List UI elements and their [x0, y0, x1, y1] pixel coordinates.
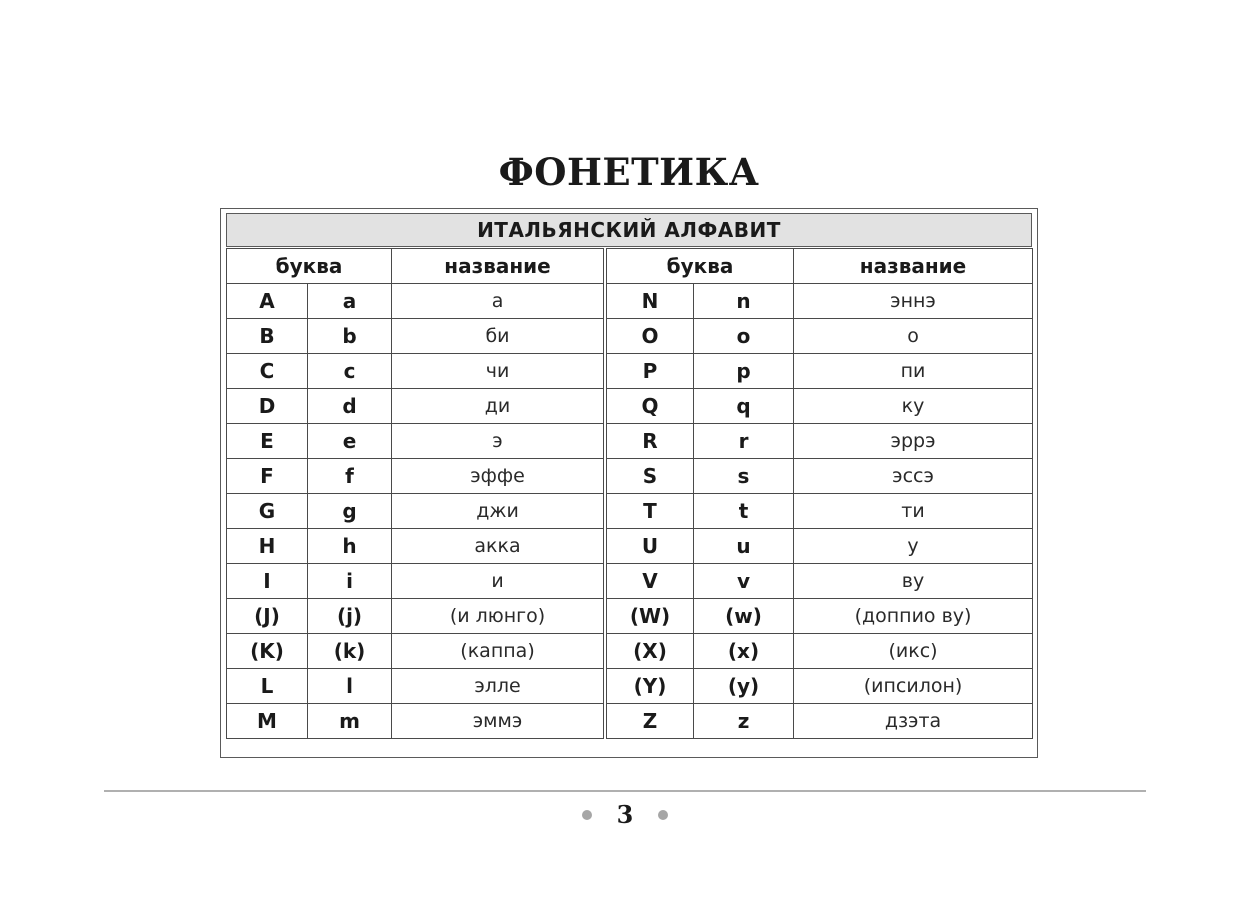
lowercase-letter-cell: d [308, 389, 392, 424]
letter-name-cell: ди [392, 389, 604, 424]
table-row [607, 599, 1033, 634]
lowercase-letter-cell: s [694, 459, 794, 494]
lowercase-letter-cell: (x) [694, 634, 794, 669]
letter-name-cell: ти [794, 494, 1033, 529]
letter-name-cell: пи [794, 354, 1033, 389]
uppercase-letter-cell: A [227, 284, 308, 319]
uppercase-letter-cell: M [227, 704, 308, 739]
uppercase-letter-cell: T [607, 494, 694, 529]
uppercase-letter-cell: N [607, 284, 694, 319]
letter-name-cell: э [392, 424, 604, 459]
letter-name-cell: дзэта [794, 704, 1033, 739]
alphabet-table-caption: ИТАЛЬЯНСКИЙ АЛФАВИТ [226, 213, 1032, 247]
letter-name-cell: эррэ [794, 424, 1033, 459]
uppercase-letter-cell: V [607, 564, 694, 599]
table-row [607, 319, 1033, 354]
lowercase-letter-cell: (y) [694, 669, 794, 704]
uppercase-letter-cell: C [227, 354, 308, 389]
lowercase-letter-cell: f [308, 459, 392, 494]
uppercase-letter-cell: (W) [607, 599, 694, 634]
table-row [227, 704, 604, 739]
letter-name-cell: акка [392, 529, 604, 564]
letter-name-cell: (икс) [794, 634, 1033, 669]
uppercase-letter-cell: D [227, 389, 308, 424]
alphabet-table-right [606, 248, 1033, 739]
letter-name-cell: джи [392, 494, 604, 529]
page-title: ФОНЕТИКА [498, 150, 760, 194]
table-row [227, 319, 604, 354]
uppercase-letter-cell: I [227, 564, 308, 599]
letter-name-cell: чи [392, 354, 604, 389]
table-row [607, 389, 1033, 424]
footer-dot-left [582, 810, 592, 820]
table-row [607, 459, 1033, 494]
page-number: 3 [616, 800, 634, 829]
alphabet-table-left [226, 248, 604, 739]
uppercase-letter-cell: S [607, 459, 694, 494]
table-row [227, 459, 604, 494]
letter-name-cell: у [794, 529, 1033, 564]
lowercase-letter-cell: l [308, 669, 392, 704]
letter-name-cell: эффе [392, 459, 604, 494]
letter-name-cell: и [392, 564, 604, 599]
uppercase-letter-cell: H [227, 529, 308, 564]
uppercase-letter-cell: Q [607, 389, 694, 424]
uppercase-letter-cell: L [227, 669, 308, 704]
table-row [607, 704, 1033, 739]
uppercase-letter-cell: (K) [227, 634, 308, 669]
letter-header: буква [607, 249, 794, 284]
name-header: название [794, 249, 1033, 284]
lowercase-letter-cell: (k) [308, 634, 392, 669]
table-row [227, 494, 604, 529]
table-row [227, 599, 604, 634]
lowercase-letter-cell: z [694, 704, 794, 739]
lowercase-letter-cell: i [308, 564, 392, 599]
page-footer [0, 800, 1250, 836]
lowercase-letter-cell: c [308, 354, 392, 389]
table-row [227, 669, 604, 704]
footer-dot-right [658, 810, 668, 820]
uppercase-letter-cell: O [607, 319, 694, 354]
table-row [227, 424, 604, 459]
lowercase-letter-cell: r [694, 424, 794, 459]
uppercase-letter-cell: R [607, 424, 694, 459]
table-row [227, 634, 604, 669]
letter-name-cell: ку [794, 389, 1033, 424]
letter-name-cell: (ипсилон) [794, 669, 1033, 704]
uppercase-letter-cell: F [227, 459, 308, 494]
letter-name-cell: эннэ [794, 284, 1033, 319]
uppercase-letter-cell: B [227, 319, 308, 354]
lowercase-letter-cell: v [694, 564, 794, 599]
alphabet-right-body [607, 284, 1033, 739]
lowercase-letter-cell: m [308, 704, 392, 739]
letter-name-cell: элле [392, 669, 604, 704]
letter-name-cell: (каппа) [392, 634, 604, 669]
table-row [227, 564, 604, 599]
uppercase-letter-cell: (Y) [607, 669, 694, 704]
alphabet-left-body [227, 284, 604, 739]
lowercase-letter-cell: a [308, 284, 392, 319]
table-row [607, 494, 1033, 529]
letter-name-cell: эммэ [392, 704, 604, 739]
table-row [607, 424, 1033, 459]
uppercase-letter-cell: (X) [607, 634, 694, 669]
lowercase-letter-cell: (j) [308, 599, 392, 634]
letter-name-cell: би [392, 319, 604, 354]
letter-name-cell: о [794, 319, 1033, 354]
letter-name-cell: эссэ [794, 459, 1033, 494]
table-row [227, 389, 604, 424]
uppercase-letter-cell: U [607, 529, 694, 564]
header-row [227, 249, 604, 284]
letter-name-cell: а [392, 284, 604, 319]
header-row [607, 249, 1033, 284]
uppercase-letter-cell: G [227, 494, 308, 529]
table-row [607, 284, 1033, 319]
name-header: название [392, 249, 604, 284]
table-row [607, 529, 1033, 564]
table-row [607, 669, 1033, 704]
lowercase-letter-cell: g [308, 494, 392, 529]
table-row [227, 529, 604, 564]
table-row [227, 354, 604, 389]
uppercase-letter-cell: P [607, 354, 694, 389]
letter-name-cell: ву [794, 564, 1033, 599]
letter-header: буква [227, 249, 392, 284]
letter-name-cell: (доппио ву) [794, 599, 1033, 634]
table-row [607, 354, 1033, 389]
table-row [227, 284, 604, 319]
letter-name-cell: (и люнго) [392, 599, 604, 634]
lowercase-letter-cell: t [694, 494, 794, 529]
lowercase-letter-cell: e [308, 424, 392, 459]
footer-rule [104, 790, 1146, 792]
lowercase-letter-cell: u [694, 529, 794, 564]
lowercase-letter-cell: n [694, 284, 794, 319]
lowercase-letter-cell: (w) [694, 599, 794, 634]
lowercase-letter-cell: q [694, 389, 794, 424]
uppercase-letter-cell: E [227, 424, 308, 459]
table-row [607, 564, 1033, 599]
uppercase-letter-cell: Z [607, 704, 694, 739]
lowercase-letter-cell: p [694, 354, 794, 389]
lowercase-letter-cell: h [308, 529, 392, 564]
lowercase-letter-cell: b [308, 319, 392, 354]
lowercase-letter-cell: o [694, 319, 794, 354]
table-row [607, 634, 1033, 669]
uppercase-letter-cell: (J) [227, 599, 308, 634]
